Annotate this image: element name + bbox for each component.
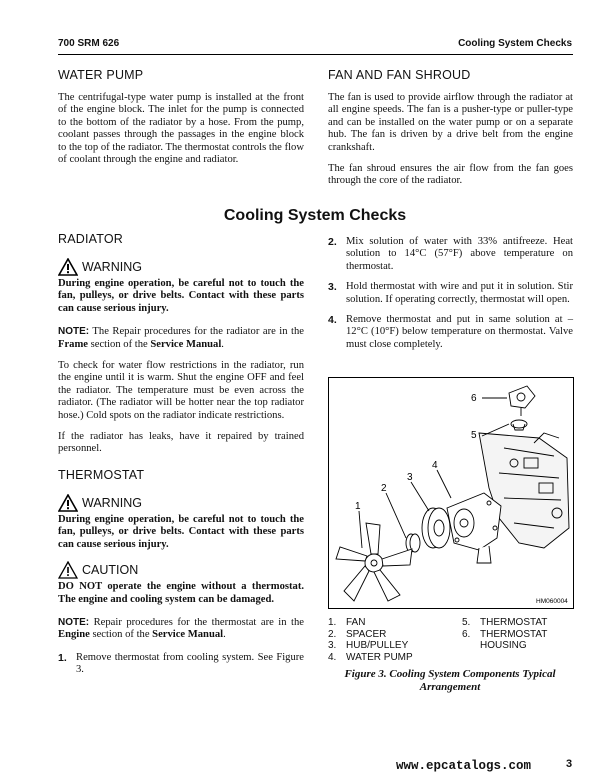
legend-item	[462, 640, 572, 652]
callout-3: 3	[407, 472, 413, 483]
fan-text: The fan is used to provide airflow through the radiator at all engine speeds. The fan is a pusher-type or puller-type and can be installed on the water pump or on a separate hub. The fan is driven by a drive belt from the engine crankshaft.	[328, 92, 573, 153]
callout-1: 1	[355, 501, 361, 512]
radiator-warning-text: During engine operation, be careful not to touch the fan, pulleys, or drive belts. Contact with these parts can cause serious injury.	[58, 278, 304, 314]
legend-item	[328, 629, 458, 641]
note-label: NOTE:	[58, 616, 90, 628]
figure-legend-left	[328, 617, 458, 663]
note-text: .	[221, 338, 224, 350]
figure-legend-right	[462, 617, 572, 652]
figure-caption: Figure 3. Cooling System Components Typical Arrangement	[344, 668, 556, 693]
header-rule	[58, 54, 573, 55]
caution-icon	[58, 561, 78, 579]
warning-icon	[58, 258, 78, 276]
thermostat-note	[58, 617, 304, 642]
step-number: 1.	[58, 651, 67, 664]
step-item	[328, 236, 573, 273]
legend-label: FAN	[346, 617, 366, 628]
footer-url[interactable]: www.epcatalogs.com	[396, 759, 532, 773]
fan-shroud-text: The fan shroud ensures the air flow from the fan goes through the core of the radiator.	[328, 163, 573, 187]
cooling-components-illustration	[329, 378, 573, 608]
note-manual: Service Manual	[150, 338, 222, 350]
caution-header	[58, 561, 304, 579]
thermostat-warning-text: During engine operation, be careful not to touch the fan, pulleys, or drive belts. Contact with these parts can cause serious injury.	[58, 513, 304, 550]
note-text: Repair procedures for the thermostat are in the	[89, 616, 304, 628]
note-text: section of the	[88, 338, 151, 350]
legend-label: HUB/PULLEY	[346, 640, 409, 652]
legend-item	[462, 617, 572, 629]
radiator-check-text: To check for water flow restrictions in the radiator, run the engine until it is warm. Shut the engine OFF and feel the radiator. The temperature must be even across the radiator. (The radiator will be hotter near the top radiator hose.) Cold spots on the radiator indicate restrictions.	[58, 360, 304, 421]
legend-label: SPACER	[346, 628, 387, 640]
callout-2: 2	[381, 483, 387, 494]
caution-label: CAUTION	[82, 563, 139, 578]
legend-label: WATER PUMP	[346, 651, 413, 663]
radiator-heading: RADIATOR	[58, 232, 124, 246]
step-number: 4.	[328, 314, 337, 327]
note-label: NOTE:	[58, 326, 90, 338]
page-number: 3	[566, 758, 573, 770]
legend-num: 2.	[328, 628, 337, 640]
callout-6: 6	[471, 393, 477, 404]
step-number: 2.	[328, 236, 337, 248]
water-pump-heading: WATER PUMP	[58, 68, 144, 82]
warning-label: WARNING	[82, 260, 142, 274]
note-text: section of the	[89, 629, 153, 641]
caution-text: DO NOT operate the engine without a thermostat. The engine and cooling system can be damaged.	[58, 581, 304, 605]
step-text: Hold thermostat with wire and put it in solution. Stir solution. If operating correctly, thermostat will open.	[346, 281, 573, 305]
legend-num: 4.	[328, 651, 337, 663]
doc-id: 700 SRM 626	[58, 38, 120, 49]
step-item	[58, 652, 304, 677]
step-number: 3.	[328, 281, 337, 294]
step-text: Remove thermostat from cooling system. See Figure 3.	[76, 651, 304, 676]
note-section: Engine	[58, 629, 90, 641]
legend-num: 3.	[328, 640, 337, 652]
legend-num: 6.	[462, 628, 471, 640]
callout-4: 4	[432, 460, 438, 471]
thermostat-heading: THERMOSTAT	[58, 467, 145, 482]
water-pump-text: The centrifugal-type water pump is installed at the front of the engine block. The inlet for the pump is connected to the bottom of the radiator by a hose. From the pump, coolant passes through the passages in the engine block to the top of the radiator. The thermostat controls the flow of coolant through the engine and radiator.	[58, 92, 304, 166]
image-code: HM060004	[536, 598, 568, 605]
legend-label: THERMOSTAT	[480, 628, 548, 640]
legend-label: HOUSING	[480, 640, 527, 652]
note-text: .	[223, 629, 226, 641]
fan-shroud-heading: FAN AND FAN SHROUD	[328, 68, 471, 82]
page-title: Cooling System Checks	[223, 207, 407, 224]
radiator-warning-header	[58, 258, 304, 276]
legend-num	[462, 640, 480, 652]
legend-item	[328, 652, 458, 664]
callout-5: 5	[471, 430, 477, 441]
note-manual: Service Manual	[152, 629, 224, 641]
note-text: The Repair procedures for the radiator are in the	[89, 326, 304, 338]
step-item	[328, 281, 573, 306]
radiator-note	[58, 326, 304, 351]
legend-num: 5.	[462, 617, 471, 628]
figure-box	[328, 377, 574, 609]
running-header: Cooling System Checks	[458, 38, 572, 49]
thermostat-warning-header	[58, 494, 304, 512]
warning-icon	[58, 494, 78, 512]
step-list-left	[58, 652, 304, 677]
legend-item	[328, 640, 458, 652]
step-item	[328, 314, 573, 351]
step-list-right	[328, 236, 573, 359]
step-text: Mix solution of water with 33% antifreeze. Heat solution to 14°C (57°F) above temperature on thermostat.	[346, 236, 573, 272]
legend-item	[328, 617, 458, 629]
note-section: Frame	[58, 338, 88, 350]
left-column	[58, 232, 304, 685]
warning-label: WARNING	[82, 495, 142, 510]
legend-num: 1.	[328, 617, 337, 628]
legend-item	[462, 629, 572, 641]
radiator-leak-text: If the radiator has leaks, have it repaired by trained personnel.	[58, 431, 304, 455]
step-text: Remove thermostat and put in same solution at –12°C (10°F) below temperature on thermostat. Valve must close completely.	[346, 314, 573, 350]
legend-label: THERMOSTAT	[480, 617, 548, 628]
